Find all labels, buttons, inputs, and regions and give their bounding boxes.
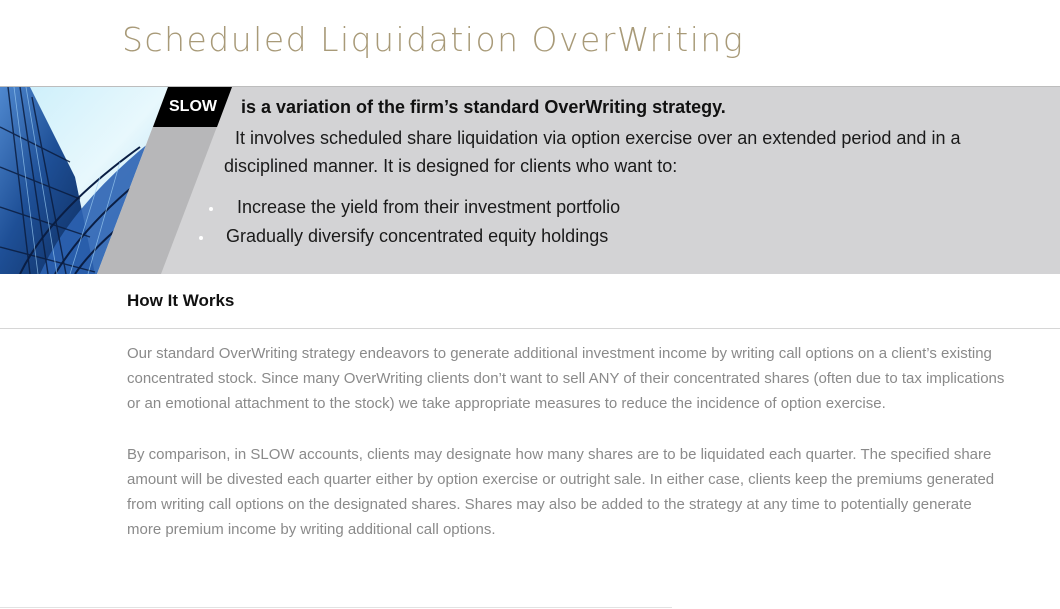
list-item-text: Gradually diversify concentrated equity holdings bbox=[226, 226, 609, 246]
slow-badge: SLOW bbox=[169, 98, 217, 115]
list-item bbox=[237, 197, 620, 218]
intro-banner bbox=[0, 87, 1060, 274]
body-paragraph: Our standard OverWriting strategy endeavors to generate additional investment income by writing call options on a client’s existing concentrated stock. Since many OverWriting clients don’t want to sell ANY of their concentrated shares (often due to tax implications or an emotional attachment to the stock) we take appropriate measures to reduce the incidence of option exercise. bbox=[127, 345, 1005, 412]
section-heading: How It Works bbox=[127, 291, 235, 310]
list-item-text: Increase the yield from their investment portfolio bbox=[237, 197, 621, 217]
list-item bbox=[226, 226, 608, 247]
bullet-icon bbox=[209, 207, 213, 211]
body-paragraph: By comparison, in SLOW accounts, clients may designate how many shares are to be liquidated each quarter. The specified share amount will be divested each quarter either by option exercise or outright sale. In either case, clients keep the premiums generated from writing call options on the designated shares. Shares may also be added to the strategy at any time to potentially generate more premium income by writing additional call options. bbox=[127, 446, 995, 538]
footer-divider bbox=[0, 607, 672, 608]
banner-lead: is a variation of the firm’s standard OverWriting strategy. bbox=[241, 97, 726, 117]
section-divider bbox=[0, 328, 1060, 329]
page-title: Scheduled Liquidation OverWriting bbox=[122, 20, 745, 59]
bullet-icon bbox=[199, 236, 203, 240]
banner-intro: It involves scheduled share liquidation via option exercise over an extended period and in a disciplined manner. It is designed for clients who want to: bbox=[224, 128, 961, 176]
